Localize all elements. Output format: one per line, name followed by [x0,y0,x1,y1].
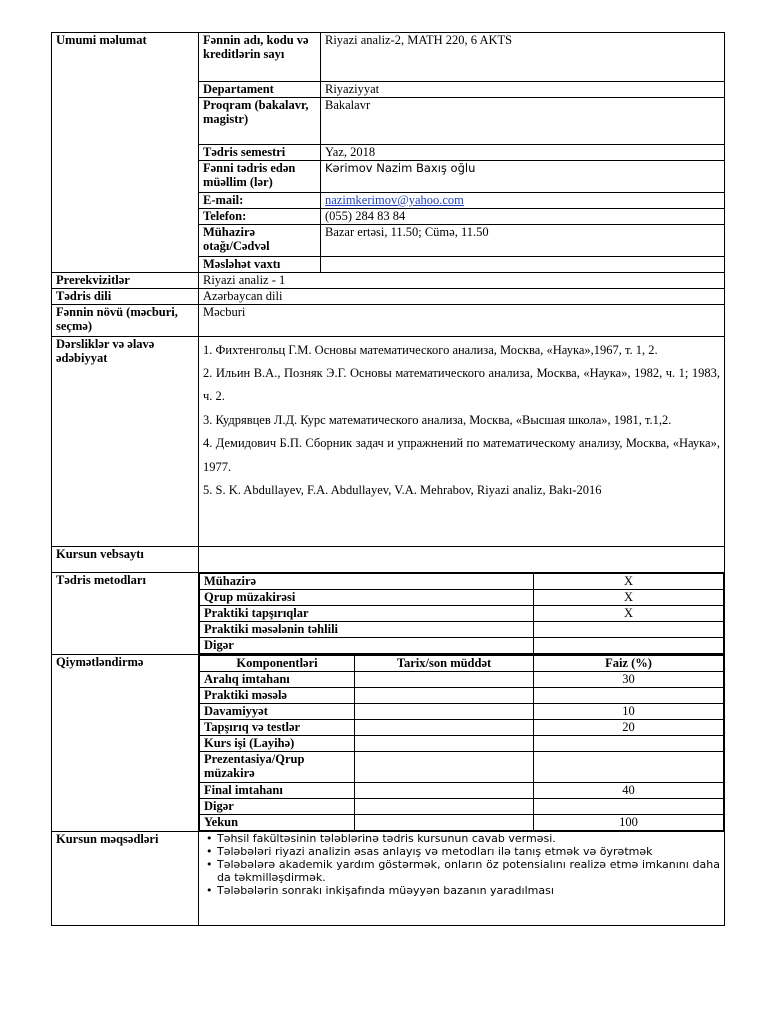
room-schedule-value: Bazar ertəsi, 11.50; Cümə, 11.50 [321,225,725,257]
course-name-label: Fənnin adı, kodu və kreditlərin sayı [199,33,321,82]
grading-percent: 10 [534,704,724,720]
grading-component: Davamiyyət [200,704,355,720]
literature-item: 5. S. K. Abdullayev, F.A. Abdullayev, V.A. Mehrabov, Riyazi analiz, Bakı-2016 [203,483,602,497]
consult-time-value [321,257,725,273]
language-value: Azərbaycan dili [199,289,725,305]
grading-component: Final imtahanı [200,783,355,799]
grading-header-date: Tarix/son müddət [355,656,534,672]
grading-percent [534,688,724,704]
grading-percent: 20 [534,720,724,736]
grading-component: Yekun [200,815,355,831]
method-mark: X [534,590,724,606]
literature-item: 1. Фихтенгольц Г.М. Основы математического анализа, Москва, «Наука»,1967, т. 1, 2. [203,343,658,357]
method-mark [534,622,724,638]
grading-component: Aralıq imtahanı [200,672,355,688]
grading-component: Kurs işi (Layihə) [200,736,355,752]
goal-item: • Tələbələrin sonrakı inkişafında müəyyən bazanın yaradılması [203,884,720,897]
phone-value: (055) 284 83 84 [321,209,725,225]
prereq-value: Riyazi analiz - 1 [199,273,725,289]
grading-header-components: Komponentləri [200,656,355,672]
grading-date [355,783,534,799]
goals-label: Kursun məqsədləri [52,832,199,926]
methods-table [199,573,724,654]
language-label: Tədris dili [52,289,199,305]
goal-item: • Tələbələrə akademik yardım göstərmək, onların öz potensialını realizə etmə imkanını daha da təkmilləşdirmək. [203,858,720,884]
goal-item: • Təhsil fakültəsinin tələblərinə tədris kursunun cavab verməsi. [203,832,720,845]
grading-date [355,688,534,704]
literature-item: 4. Демидович Б.П. Сборник задач и упражнений по математическому анализу, Москва, «Наука», 1977. [203,436,720,474]
literature-item: 3. Кудрявцев Л.Д. Курс математического анализа, Москва, «Высшая школа», 1981, т.1,2. [203,412,672,427]
grading-date [355,752,534,783]
literature-label: Dərsliklər və əlavə ədəbiyyat [52,337,199,547]
semester-value: Yaz, 2018 [321,145,725,161]
grading-percent [534,752,724,783]
course-name-value: Riyazi analiz-2, MATH 220, 6 AKTS [321,33,725,82]
department-value: Riyaziyyat [321,82,725,98]
department-label: Departament [199,82,321,98]
method-name: Qrup müzakirəsi [200,590,534,606]
syllabus-table [51,32,725,926]
room-schedule-label: Mühazirə otağı/Cədvəl [199,225,321,257]
grading-percent: 100 [534,815,724,831]
consult-time-label: Məsləhət vaxtı [199,257,321,273]
method-mark: X [534,574,724,590]
grading-percent [534,736,724,752]
method-name: Mühazirə [200,574,534,590]
method-name: Digər [200,638,534,654]
methods-label: Tədris metodları [52,573,199,655]
grading-percent: 40 [534,783,724,799]
grading-date [355,672,534,688]
grading-header-percent: Faiz (%) [534,656,724,672]
program-value: Bakalavr [321,98,725,145]
semester-label: Tədris semestri [199,145,321,161]
course-type-value: Məcburi [199,305,725,337]
literature-list [199,337,725,547]
literature-item: 2. Ильин В.А., Позняк Э.Г. Основы математического анализа, Москва, «Наука», 1982, ч. 1; 1983, ч. 2. [203,365,720,403]
teacher-value: Kərimov Nazim Baxış oğlu [321,161,725,193]
grading-component: Prezentasiya/Qrup müzakirə [200,752,355,783]
goals-list [203,832,720,897]
grading-table [199,655,724,831]
grading-date [355,736,534,752]
program-label: Proqram (bakalavr, magistr) [199,98,321,145]
grading-percent [534,799,724,815]
course-type-label: Fənnin növü (məcburi, seçmə) [52,305,199,337]
prereq-label: Prerekvizitlər [52,273,199,289]
grading-date [355,720,534,736]
grading-component: Praktiki məsələ [200,688,355,704]
goal-item: • Tələbələri riyazi analizin əsas anlayış və metodları ilə tanış etmək və öyrətmək [203,845,720,858]
grading-date [355,815,534,831]
phone-label: Telefon: [199,209,321,225]
grading-date [355,704,534,720]
method-name: Praktiki məsələnin təhlili [200,622,534,638]
grading-component: Digər [200,799,355,815]
teacher-label: Fənni tədris edən müəllim (lər) [199,161,321,193]
grading-component: Tapşırıq və testlər [200,720,355,736]
website-label: Kursun vebsaytı [52,547,199,573]
method-name: Praktiki tapşırıqlar [200,606,534,622]
email-label: E-mail: [199,193,321,209]
general-section-label: Umumi məlumat [52,33,199,273]
method-mark: X [534,606,724,622]
website-value [199,547,725,573]
grading-label: Qiymətləndirmə [52,655,199,832]
grading-date [355,799,534,815]
email-link[interactable]: nazimkerimov@yahoo.com [325,193,464,207]
method-mark [534,638,724,654]
grading-percent: 30 [534,672,724,688]
